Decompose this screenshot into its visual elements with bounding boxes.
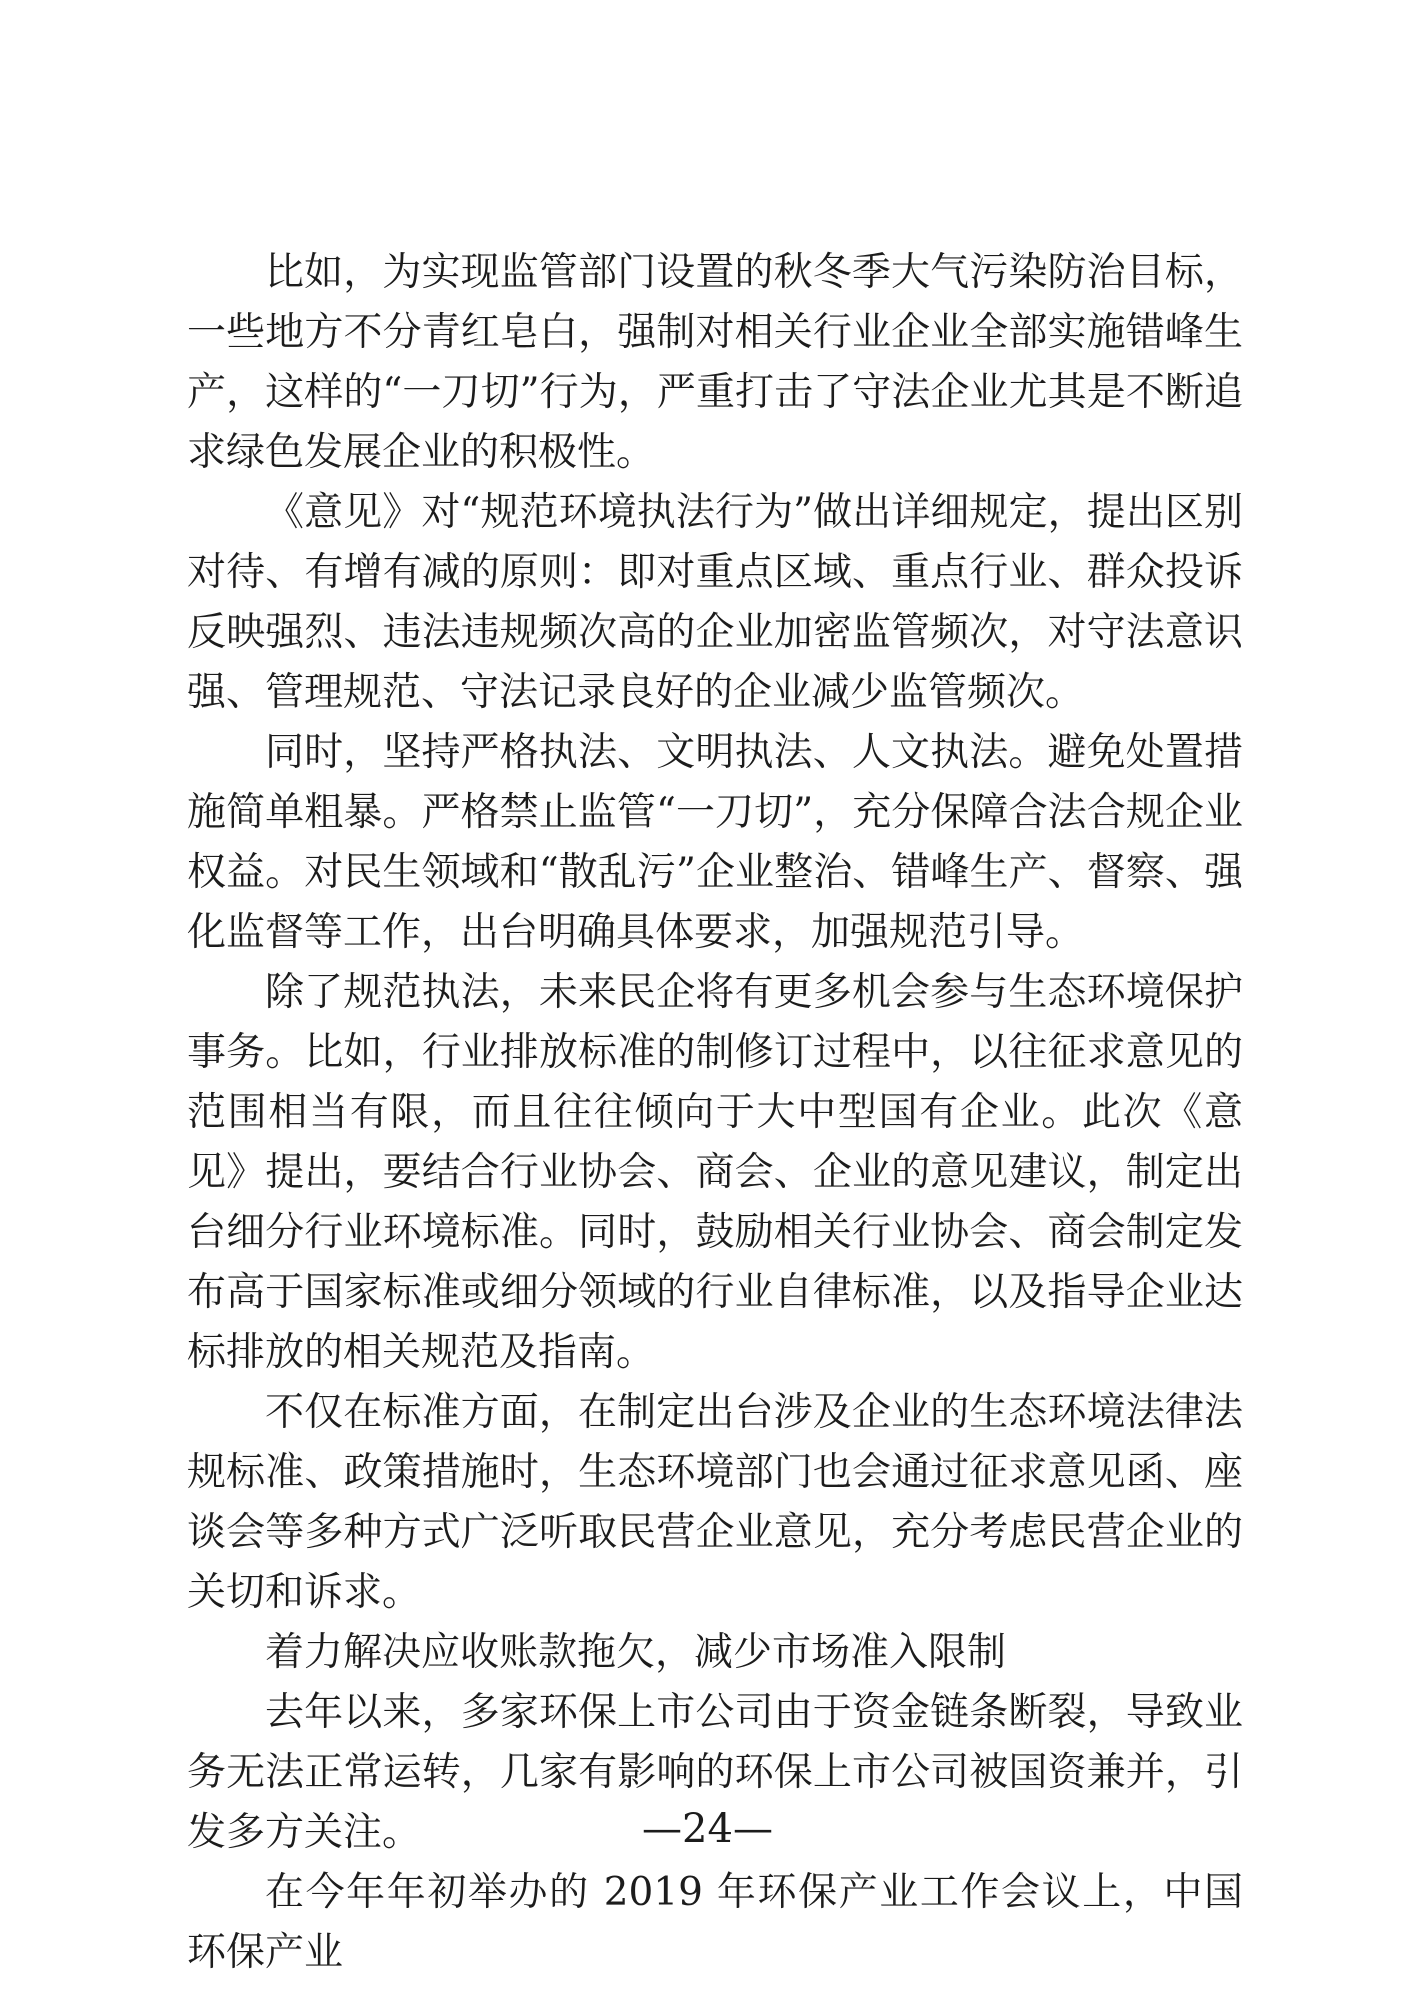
text-block [187,243,1243,1983]
paragraph-2: 《意见》对“规范环境执法行为”做出详细规定，提出区别对待、有增有减的原则：即对重点区域、重点行业、群众投诉反映强烈、违法违规频次高的企业加密监管频次，对守法意识强、管理规范、守法记录良好的企业减少监管频次。 [187,490,1243,715]
paragraph-8: 在今年年初举办的 2019 年环保产业工作会议上，中国环保产业 [187,1870,1243,1975]
subheading-accounts-receivable: 着力解决应收账款拖欠，减少市场准入限制 [265,1630,1007,1675]
paragraph-4: 除了规范执法，未来民企将有更多机会参与生态环境保护事务。比如，行业排放标准的制修订过程中，以往征求意见的范围相当有限，而且往往倾向于大中型国有企业。此次《意见》提出，要结合行业协会、商会、企业的意见建议，制定出台细分行业环境标准。同时，鼓励相关行业协会、商会制定发布高于国家标准或细分领域的行业自律标准，以及指导企业达标排放的相关规范及指南。 [187,970,1243,1375]
paragraph-5: 不仅在标准方面，在制定出台涉及企业的生态环境法律法规标准、政策措施时，生态环境部门也会通过征求意见函、座谈会等多种方式广泛听取民营企业意见，充分考虑民营企业的关切和诉求。 [187,1390,1243,1615]
paragraph-1: 比如，为实现监管部门设置的秋冬季大气污染防治目标，一些地方不分青红皂白，强制对相关行业企业全部实施错峰生产，这样的“一刀切”行为，严重打击了守法企业尤其是不断追求绿色发展企业的积极性。 [187,250,1243,475]
paragraph-3: 同时，坚持严格执法、文明执法、人文执法。避免处置措施简单粗暴。严格禁止监管“一刀切”，充分保障合法合规企业权益。对民生领域和“散乱污”企业整治、错峰生产、督察、强化监督等工作，出台明确具体要求，加强规范引导。 [187,730,1243,955]
page-number: —24— [642,1806,773,1852]
paragraph-7: 去年以来，多家环保上市公司由于资金链条断裂，导致业务无法正常运转，几家有影响的环保上市公司被国资兼并，引发多方关注。 [187,1690,1243,1855]
